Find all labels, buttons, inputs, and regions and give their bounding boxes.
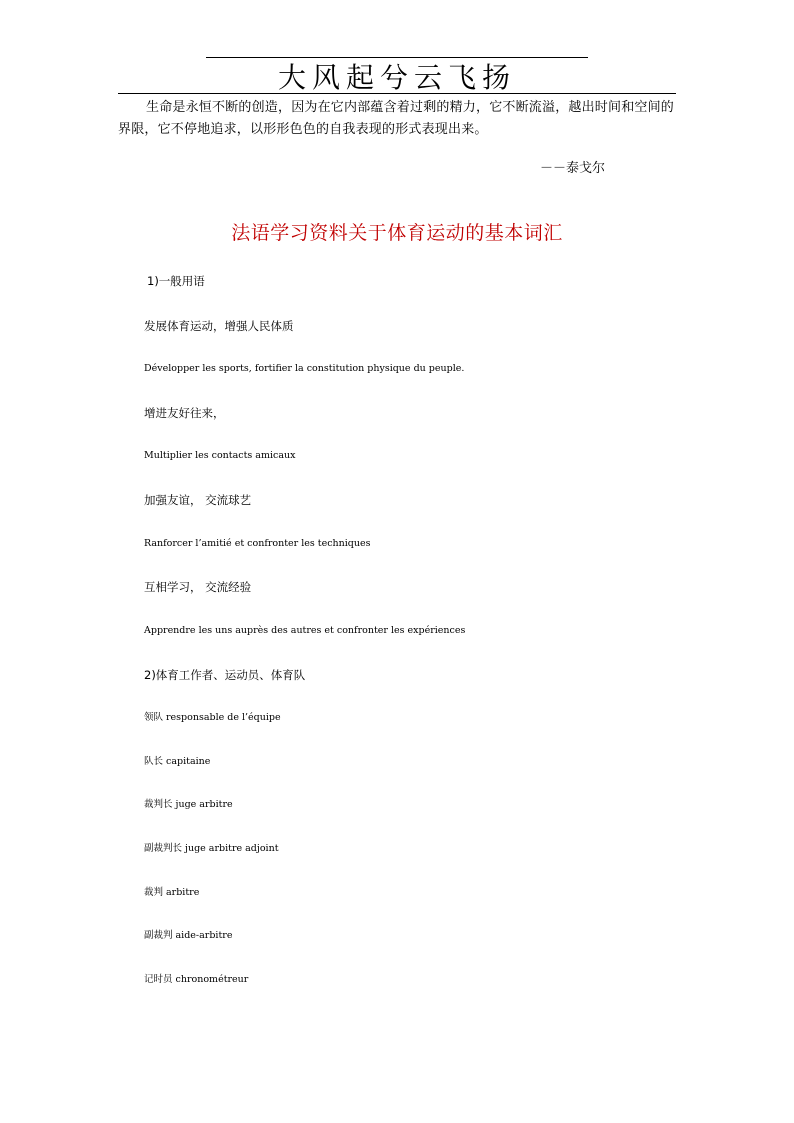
phrase-french: Développer les sports, fortifier la constitution physique du peuple. <box>144 363 465 374</box>
phrase-french: Multiplier les contacts amicaux <box>144 450 296 461</box>
phrase-french: Apprendre les uns auprès des autres et confronter les expériences <box>144 625 466 636</box>
phrase-chinese: 增进友好往来， <box>144 406 225 420</box>
phrase-chinese: 互相学习， 交流经验 <box>144 580 252 594</box>
vocab-entry: 副裁判长 juge arbitre adjoint <box>144 843 279 854</box>
calligraphy-title: 大风起兮云飞扬 <box>277 61 516 94</box>
document-title: 法语学习资料关于体育运动的基本词汇 <box>231 222 563 244</box>
vocab-entry: 队长 capitaine <box>144 756 211 767</box>
vocab-entry: 裁判 arbitre <box>144 887 200 898</box>
epigraph-quote: 生命是永恒不断的创造，因为在它内部蕴含着过剩的精力，它不断流溢，越出时间和空间的界限，它不停地追求，以形形色色的自我表现的形式表现出来。 <box>118 100 675 137</box>
vocab-entry: 裁判长 juge arbitre <box>144 799 233 810</box>
vocab-entry: 领队 responsable de l’équipe <box>144 712 281 723</box>
vocab-entry: 记时员 chronométreur <box>144 974 249 985</box>
section-heading-general-terms: 1)一般用语 <box>147 274 205 288</box>
phrase-chinese: 发展体育运动，增强人民体质 <box>144 319 294 333</box>
phrase-chinese: 加强友谊， 交流球艺 <box>144 493 252 507</box>
vocab-entry: 副裁判 aide-arbitre <box>144 930 233 941</box>
epigraph-author: －－泰戈尔 <box>540 161 606 176</box>
phrase-french: Ranforcer l’amitié et confronter les techniques <box>144 538 371 549</box>
section-heading-sports-staff: 2)体育工作者、运动员、体育队 <box>144 668 306 682</box>
